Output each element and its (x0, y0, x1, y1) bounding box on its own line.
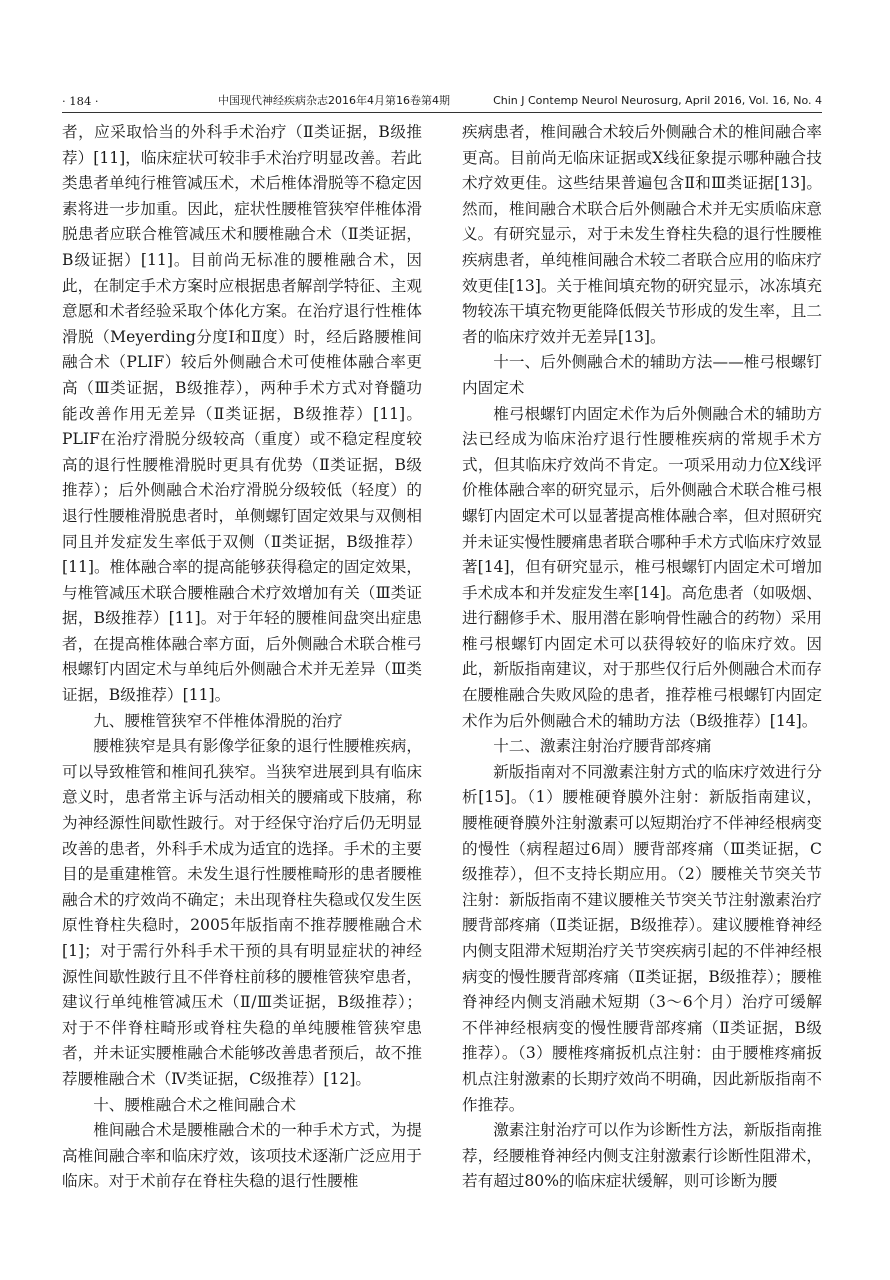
section-heading-10: 十、腰椎融合术之椎间融合术 (93, 1095, 296, 1114)
left-column (62, 120, 422, 1230)
paragraph: 椎弓根螺钉内固定术作为后外侧融合术的辅助方法已经成为临床治疗退行性腰椎疾病的常规手术方式，但其临床疗效尚不肯定。一项采用动力位X线评价椎体融合率的研究显示，后外侧融合术联合椎弓根螺钉内固定术可以显著提高椎体融合率，但对照研究并未证实慢性腰痛患者联合哪种手术方式临床疗效显著[14]，但有研究显示，椎弓根螺钉内固定术可增加手术成本和并发症发生率[14]。高危患者（如吸烟、进行翻修手术、服用潜在影响骨性融合的药物）采用椎弓根螺钉内固定术可以获得较好的临床疗效。因此，新版指南建议，对于那些仅行后外侧融合术而存在腰椎融合失败风险的患者，推荐椎弓根螺钉内固定术作为后外侧融合术的辅助方法（B级推荐）[14]。 (462, 404, 822, 730)
paragraph: 腰椎狭窄是具有影像学征象的退行性腰椎疾病，可以导致椎管和椎间孔狭窄。当狭窄进展到具有临床意义时，患者常主诉与活动相关的腰痛或下肢痛，称为神经源性间歇性跛行。对于经保守治疗后仍无明显改善的患者，外科手术成为适宜的选择。手术的主要目的是重建椎管。未发生退行性腰椎畸形的患者腰椎融合术的疗效尚不确定；未出现脊柱失稳或仅发生医原性脊柱失稳时，2005年版指南不推荐腰椎融合术[1]；对于需行外科手术干预的具有明显症状的神经源性间歇性跛行且不伴脊柱前移的腰椎管狭窄患者，建议行单纯椎管减压术（Ⅱ/Ⅲ类证据，B级推荐）；对于不伴脊柱畸形或脊柱失稳的单纯腰椎管狭窄患者，并未证实腰椎融合术能够改善患者预后，故不推荐腰椎融合术（Ⅳ类证据，C级推荐）[12]。 (62, 737, 422, 1088)
running-header (62, 90, 822, 113)
paragraph: 疾病患者，椎间融合术较后外侧融合术的椎间融合率更高。目前尚无临床证据或X线征象提示哪种融合技术疗效更佳。这些结果普遍包含Ⅱ和Ⅲ类证据[13]。然而，椎间融合术联合后外侧融合术并无实质临床意义。有研究显示，对于未发生脊柱失稳的退行性腰椎疾病患者，单纯椎间融合术较二者联合应用的临床疗效更佳[13]。关于椎间填充物的研究显示，冰冻填充物较冻干填充物更能降低假关节形成的发生率，且二者的临床疗效并无差异[13]。 (462, 123, 822, 346)
journal-title-cn: 中国现代神经疾病杂志2016年4月第16卷第4期 (218, 94, 450, 107)
paragraph: 者，应采取恰当的外科手术治疗（Ⅱ类证据，B级推荐）[11]，临床症状可较非手术治疗明显改善。若此类患者单纯行椎管减压术，术后椎体滑脱等不稳定因素将进一步加重。因此，症状性腰椎管狭窄伴椎体滑脱患者应联合椎管减压术和腰椎融合术（Ⅱ类证据，B级证据）[11]。目前尚无标准的腰椎融合术，因此，在制定手术方案时应根据患者解剖学特征、主观意愿和术者经验采取个体化方案。在治疗退行性椎体滑脱（Meyerding分度Ⅰ和Ⅱ度）时，经后路腰椎间融合术（PLIF）较后外侧融合术可使椎体融合率更高（Ⅲ类证据，B级推荐），两种手术方式对脊髓功能改善作用无差异（Ⅱ类证据，B级推荐）[11]。PLIF在治疗滑脱分级较高（重度）或不稳定程度较高的退行性腰椎滑脱时更具有优势（Ⅱ类证据，B级推荐）；后外侧融合术治疗滑脱分级较低（轻度）的退行性腰椎滑脱患者时，单侧螺钉固定效果与双侧相同且并发症发生率低于双侧（Ⅱ类证据，B级推荐）[11]。椎体融合率的提高能够获得稳定的固定效果，与椎管减压术联合腰椎融合术疗效增加有关（Ⅲ类证据，B级推荐）[11]。对于年轻的腰椎间盘突出症患者，在提高椎体融合率方面，后外侧融合术联合椎弓根螺钉内固定术与单纯后外侧融合术并无差异（Ⅲ类证据，B级推荐）[11]。 (62, 123, 422, 705)
section-heading-11: 十一、后外侧融合术的辅助方法——椎弓根螺钉内固定术 (462, 353, 822, 397)
journal-title-en: Chin J Contemp Neurol Neurosurg, April 2016, Vol. 16, No. 4 (493, 94, 822, 107)
paragraph: 激素注射治疗可以作为诊断性方法，新版指南推荐，经腰椎脊神经内侧支注射激素行诊断性阻滞术，若有超过80%的临床症状缓解，则可诊断为腰 (462, 1121, 822, 1191)
paragraph: 椎间融合术是腰椎融合术的一种手术方式，为提高椎间融合率和临床疗效，该项技术逐渐广泛应用于临床。对于术前存在脊柱失稳的退行性腰椎 (62, 1121, 422, 1191)
section-heading-9: 九、腰椎管狭窄不伴椎体滑脱的治疗 (93, 711, 343, 730)
section-heading-12: 十二、激素注射治疗腰背部疼痛 (493, 737, 712, 756)
page-number: · 184 · (62, 94, 99, 108)
paragraph: 新版指南对不同激素注射方式的临床疗效进行分析[15]。（1）腰椎硬脊膜外注射：新版指南建议，腰椎硬脊膜外注射激素可以短期治疗不伴神经根病变的慢性（病程超过6周）腰背部疼痛（Ⅲ类证据，C级推荐），但不支持长期应用。（2）腰椎关节突关节注射：新版指南不建议腰椎关节突关节注射激素治疗腰背部疼痛（Ⅱ类证据，B级推荐）。建议腰椎脊神经内侧支阻滞术短期治疗关节突疾病引起的不伴神经根病变的慢性腰背部疼痛（Ⅱ类证据，B级推荐）；腰椎脊神经内侧支消融术短期（3～6个月）治疗可缓解不伴神经根病变的慢性腰背部疼痛（Ⅱ类证据，B级推荐）。（3）腰椎疼痛扳机点注射：由于腰椎疼痛扳机点注射激素的长期疗效尚不明确，因此新版指南不作推荐。 (462, 762, 822, 1114)
right-column (462, 120, 822, 1230)
